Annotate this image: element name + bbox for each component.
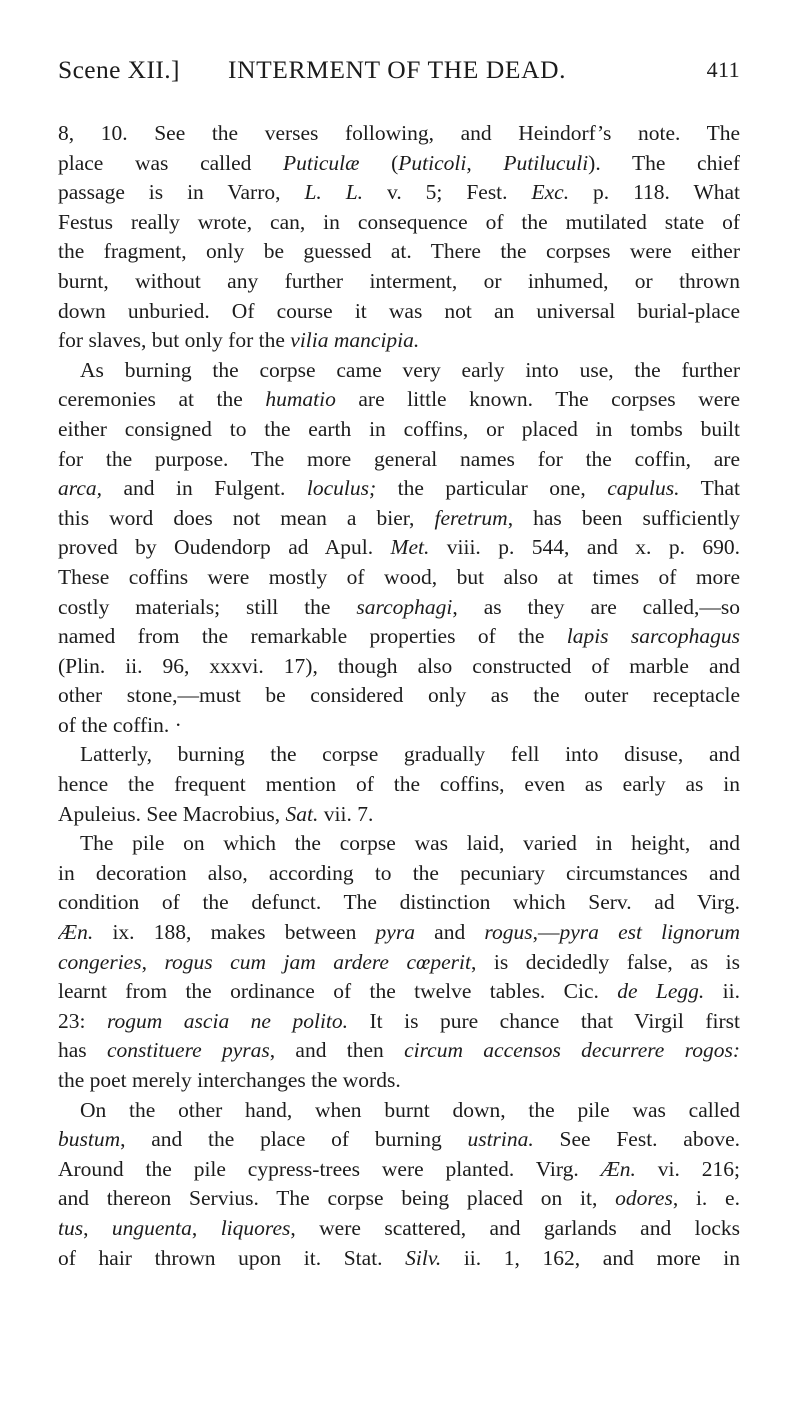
text-run: , were scattered, and garlands and locks [290, 1215, 740, 1240]
italic-term: lapis sarcophagus [566, 624, 740, 649]
text-line [58, 445, 740, 475]
text-run: ii. [704, 979, 740, 1004]
text-line [58, 1007, 740, 1037]
text-run: this word does not mean a bier, [58, 505, 435, 530]
italic-term: arca, [58, 476, 102, 501]
italic-term: rogus cum jam ardere cœperit [164, 949, 471, 974]
italic-term: sarcophagi [356, 594, 453, 619]
text-run: other stone,—must be considered only as the outer receptacle [58, 683, 740, 708]
text-line [58, 977, 740, 1007]
italic-term: Puticoli [398, 150, 467, 175]
italic-term: Puticulæ [283, 150, 360, 175]
text-line [58, 415, 740, 445]
text-line [58, 1184, 740, 1214]
text-run: the fragment, only be guessed at. There the corpses were either [58, 239, 740, 264]
text-line [58, 652, 740, 682]
text-run: The pile on which the corpse was laid, varied in height, and [80, 831, 740, 856]
text-run: the poet merely interchanges the words. [58, 1068, 401, 1092]
italic-term: circum accensos decurrere rogos: [404, 1038, 740, 1063]
body-text [58, 119, 740, 1273]
text-run: , [466, 150, 504, 175]
header-chapter-title: INTERMENT OF THE DEAD. [228, 55, 567, 84]
italic-term: humatio [265, 387, 336, 412]
text-line [58, 740, 740, 770]
text-line [58, 622, 740, 652]
text-line [58, 149, 740, 179]
italic-term: Met. [390, 535, 430, 560]
text-line [58, 533, 740, 563]
italic-term: pyra est lignorum [559, 920, 740, 945]
italic-term: Æn. [58, 920, 94, 945]
text-line [58, 918, 740, 948]
text-line [58, 770, 740, 800]
italic-term: capulus. [607, 476, 680, 501]
text-run: of the coffin. · [58, 712, 182, 737]
text-run: in decoration also, according to the pecuniary circumstances and [58, 860, 740, 885]
text-run: , has been sufficiently [507, 505, 740, 530]
text-run: , [191, 1215, 221, 1240]
italic-term: tus [58, 1215, 84, 1240]
text-line [58, 593, 740, 623]
text-run: See Fest. above. [533, 1127, 740, 1152]
italic-term: Æn. [600, 1156, 636, 1181]
text-line [58, 1244, 740, 1274]
text-line [58, 800, 740, 830]
text-run: costly materials; still the [58, 594, 357, 619]
text-run: proved by Oudendorp ad Apul. [58, 535, 391, 560]
text-line [58, 208, 740, 238]
text-line [58, 829, 740, 859]
text-run: It is pure chance that Virgil first [348, 1008, 740, 1033]
text-run: As burning the corpse came very early into use, the further [80, 357, 740, 382]
text-run: and [414, 920, 485, 945]
text-run: for slaves, but only for the [58, 328, 291, 353]
text-line [58, 385, 740, 415]
italic-term: vilia mancipia. [290, 328, 420, 353]
page-number: 411 [706, 57, 740, 82]
italic-term: L. L. [304, 180, 364, 205]
text-run: , i. e. [672, 1186, 740, 1211]
text-run: 8, 10. See the verses following, and Heindorf’s note. The [58, 121, 740, 145]
text-line [58, 474, 740, 504]
text-line [58, 888, 740, 918]
text-run: ). The chief [588, 150, 740, 175]
text-run: Festus really wrote, can, in consequence of the mutilated state of [58, 209, 740, 234]
text-run: ix. 188, makes between [93, 920, 376, 945]
italic-term: rogus [484, 920, 533, 945]
text-line [58, 237, 740, 267]
text-line [58, 1036, 740, 1066]
text-run: passage is in Varro, [58, 180, 305, 205]
text-run: (Plin. ii. 96, xxxvi. 17), though also constructed of marble and [58, 653, 740, 678]
italic-term: Putiluculi [503, 150, 589, 175]
text-run: of hair thrown upon it. Stat. [58, 1245, 406, 1270]
italic-term: pyra [375, 920, 415, 945]
text-run: , and then [269, 1038, 405, 1063]
text-run: hence the frequent mention of the coffins, even as early as in [58, 772, 740, 797]
text-line [58, 681, 740, 711]
text-run: , and the place of burning [120, 1127, 468, 1152]
italic-term: odores [615, 1186, 673, 1211]
text-run: Apuleius. See Macrobius, [58, 801, 286, 826]
text-run: ceremonies at the [58, 387, 266, 412]
text-run: either consigned to the earth in coffins, or placed in tombs built [58, 416, 740, 441]
text-run: learnt from the ordinance of the twelve tables. Cic. [58, 979, 618, 1004]
text-run: Around the pile cypress-trees were planted. Virg. [58, 1156, 601, 1181]
text-run: 23: [58, 1008, 107, 1033]
text-line [58, 326, 740, 356]
text-run: v. 5; Fest. [363, 180, 532, 205]
text-run: , as they are called,—so [452, 594, 740, 619]
running-header [58, 50, 740, 90]
text-run: condition of the defunct. The distinction which Serv. ad Virg. [58, 890, 740, 915]
text-line [58, 1096, 740, 1126]
text-line [58, 297, 740, 327]
italic-term: congeries [58, 949, 142, 974]
text-run: has [58, 1038, 107, 1063]
text-line [58, 1214, 740, 1244]
text-run: , [83, 1215, 112, 1240]
text-line [58, 711, 740, 741]
italic-term: bustum [58, 1127, 121, 1152]
text-line [58, 948, 740, 978]
text-run: are little known. The corpses were [335, 387, 740, 412]
text-run: place was called [58, 150, 284, 175]
text-run: vi. 216; [635, 1156, 740, 1181]
italic-term: ustrina. [467, 1127, 534, 1152]
italic-term: constituere pyras [106, 1038, 270, 1063]
text-run: viii. p. 544, and x. p. 690. [429, 535, 740, 560]
text-run: That [679, 476, 740, 501]
italic-term: feretrum [434, 505, 508, 530]
text-line [58, 267, 740, 297]
text-run: On the other hand, when burnt down, the pile was called [80, 1097, 740, 1122]
text-run: ii. 1, 162, and more in [441, 1245, 740, 1270]
text-run: the particular one, [376, 476, 608, 501]
header-scene-label: Scene XII.] [58, 55, 180, 84]
text-line [58, 1155, 740, 1185]
text-run: p. 118. What [569, 180, 740, 205]
text-line [58, 1066, 740, 1096]
text-run: Latterly, burning the corpse gradually fell into disuse, and [80, 742, 740, 767]
text-run: ( [359, 150, 399, 175]
text-run: and thereon Servius. The corpse being placed on it, [58, 1186, 616, 1211]
text-run: , is decidedly false, as is [470, 949, 740, 974]
text-run: vii. 7. [318, 801, 374, 826]
text-run: for the purpose. The more general names for the coffin, are [58, 446, 740, 471]
italic-term: de Legg. [617, 979, 705, 1004]
text-line [58, 859, 740, 889]
text-run: , [141, 949, 165, 974]
text-line [58, 1125, 740, 1155]
text-line [58, 563, 740, 593]
text-line [58, 356, 740, 386]
text-run: These coffins were mostly of wood, but also at times of more [58, 564, 740, 589]
italic-term: loculus; [306, 476, 377, 501]
text-run: named from the remarkable properties of the [58, 624, 567, 649]
italic-term: Silv. [405, 1245, 442, 1270]
text-run: down unburied. Of course it was not an universal burial-place [58, 298, 740, 323]
italic-term: liquores [220, 1215, 291, 1240]
text-line [58, 178, 740, 208]
italic-term: unguenta [111, 1215, 192, 1240]
text-line [58, 119, 740, 149]
text-run: ,— [532, 920, 560, 945]
italic-term: rogum ascia ne polito. [106, 1008, 349, 1033]
italic-term: Exc. [531, 180, 570, 205]
italic-term: Sat. [285, 801, 319, 826]
text-line [58, 504, 740, 534]
text-run: and in Fulgent. [102, 476, 307, 501]
text-run: burnt, without any further interment, or inhumed, or thrown [58, 268, 740, 293]
